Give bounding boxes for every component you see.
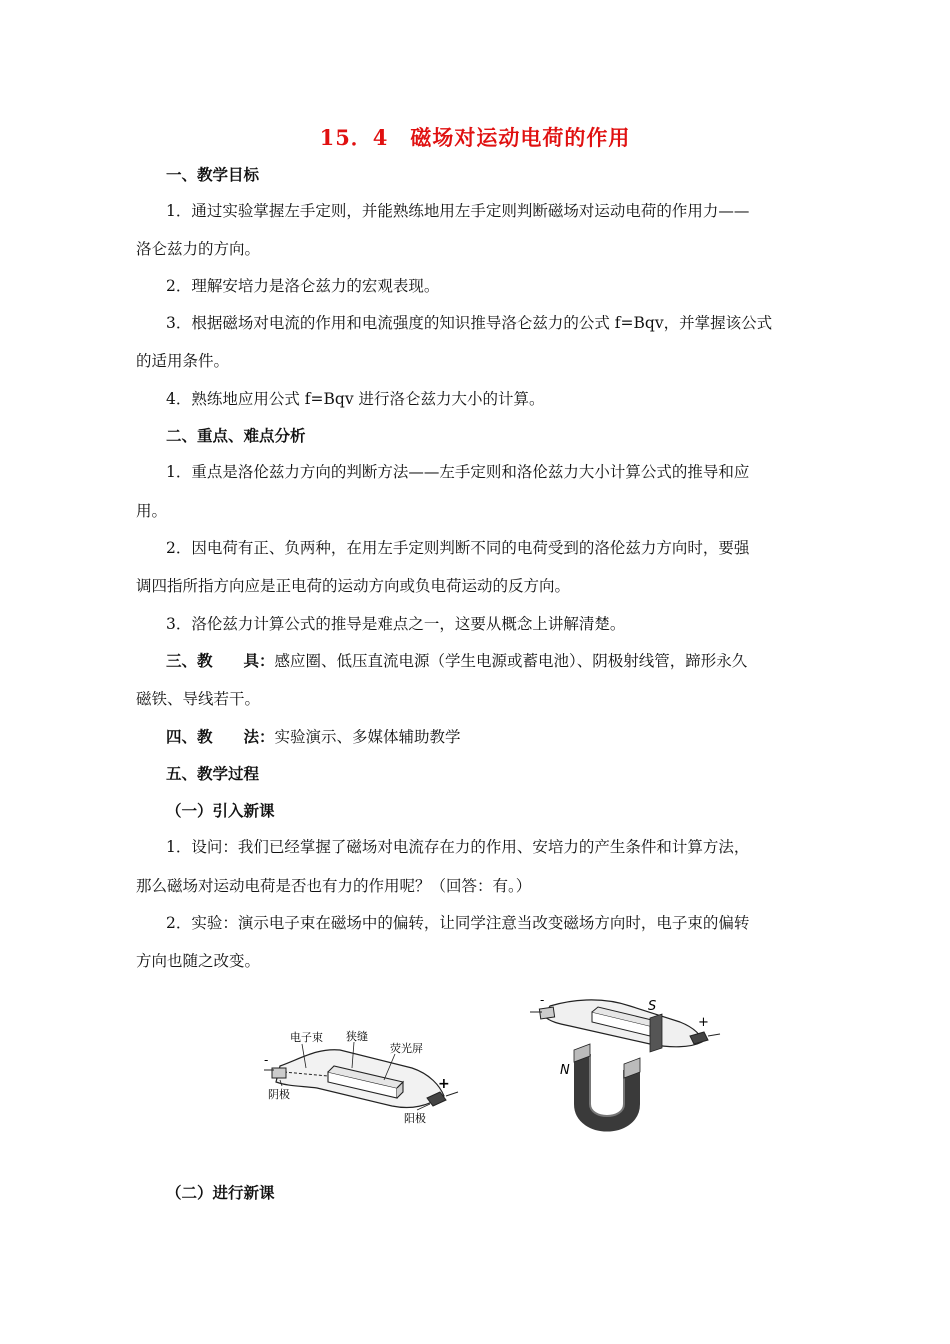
process-1-line-2: 那么磁场对运动电荷是否也有力的作用呢？（回答：有。） [136,877,532,895]
heading-objectives: 一、教学目标 [166,165,260,184]
key-point-2-line-2: 调四指所指方向应是正电荷的运动方向或负电荷运动的反方向。 [136,577,571,595]
key-point-3: 3．洛伦兹力计算公式的推导是难点之一，这要从概念上讲解清楚。 [166,615,626,633]
tools-text: 感应圈、低压直流电源（学生电源或蓄电池）、阴极射线管，蹄形永久 [274,652,748,670]
objective-3-line-1: 3．根据磁场对电流的作用和电流强度的知识推导洛仑兹力的公式 f=Bqv，并掌握该公式 [166,314,773,332]
tools-line-2: 磁铁、导线若干。 [136,690,261,708]
label-n-pole: N [560,1063,570,1078]
label-anode: 阳极 [404,1112,426,1125]
methods-label: 四、教 法： [166,727,275,746]
label-s-pole: S [648,999,657,1014]
label-plus: + [438,1076,450,1092]
objective-2: 2．理解安培力是洛仑兹力的宏观表现。 [166,277,440,295]
cathode-electrode [272,1068,286,1078]
label-plus-2: + [698,1015,709,1030]
key-point-1-line-2: 用。 [136,502,168,520]
page-title: 15．4 磁场对运动电荷的作用 [319,125,631,150]
cathode-ray-tube-diagram [262,1028,467,1128]
label-screen: 荧光屏 [390,1042,423,1055]
objective-1-line-1: 1．通过实验掌握左手定则，并能熟练地用左手定则判断磁场对运动电荷的作用力—— [166,202,750,220]
heading-process: 五、教学过程 [166,764,260,783]
subheading-new-lesson: （二）进行新课 [166,1183,275,1202]
label-minus-2: - [540,993,545,1007]
label-cathode: 阴极 [268,1088,290,1101]
process-2-line-2: 方向也随之改变。 [136,952,261,970]
key-point-1-line-1: 1．重点是洛伦兹力方向的判断方法——左手定则和洛伦兹力大小计算公式的推导和应 [166,463,750,481]
s-pole-bar [650,1014,662,1052]
label-slit: 狭缝 [346,1030,368,1043]
subheading-intro: （一）引入新课 [166,801,275,820]
horseshoe-magnet-diagram [530,992,725,1142]
objective-3-line-2: 的适用条件。 [136,352,230,370]
objective-1-line-2: 洛仑兹力的方向。 [136,240,261,258]
objective-4: 4．熟练地应用公式 f=Bqv 进行洛仑兹力大小的计算。 [166,390,545,408]
methods-line [166,727,461,747]
tools-line-1 [166,651,747,671]
process-2-line-1: 2．实验：演示电子束在磁场中的偏转，让同学注意当改变磁场方向时，电子束的偏转 [166,914,750,932]
label-electron-beam: 电子束 [290,1031,323,1044]
label-minus: - [264,1053,269,1067]
process-1-line-1: 1．设问：我们已经掌握了磁场对电流存在力的作用、安培力的产生条件和计算方法， [166,838,750,856]
methods-text: 实验演示、多媒体辅助教学 [274,728,461,746]
key-point-2-line-1: 2．因电荷有正、负两种，在用左手定则判断不同的电荷受到的洛伦兹力方向时，要强 [166,539,750,557]
tools-label: 三、教 具： [166,651,275,670]
heading-key-points: 二、重点、难点分析 [166,426,306,445]
